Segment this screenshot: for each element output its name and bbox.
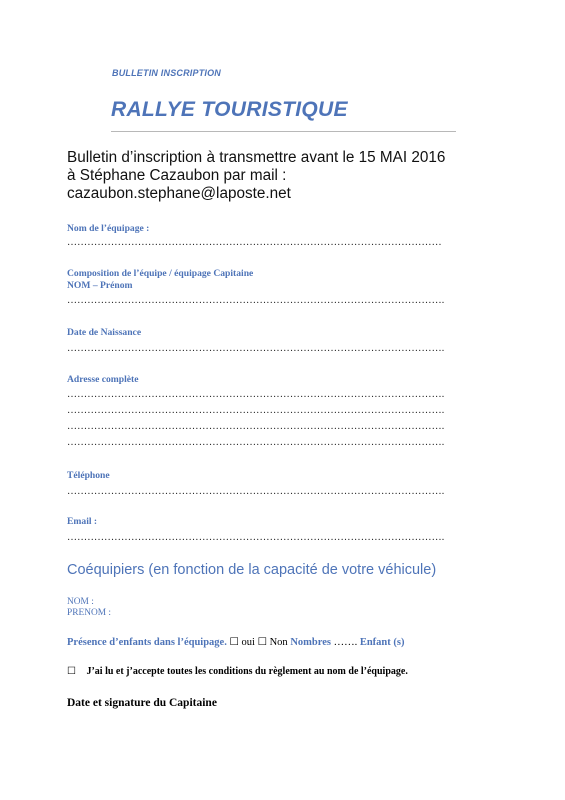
captain-signature-label: Date et signature du Capitaine [67, 697, 217, 709]
document-subtitle: BULLETIN INSCRIPTION [112, 68, 221, 78]
crew-name-field[interactable]: ………………………………………………………………………………………………… [67, 237, 442, 248]
composition-label: Composition de l’équipe / équipage Capitaine [67, 268, 254, 279]
children-presence-row [67, 636, 404, 648]
title-divider [111, 131, 456, 132]
phone-field[interactable]: …………………………………………………………………………………………………. [67, 486, 445, 497]
coequipiers-heading: Coéquipiers (en fonction de la capacité de votre véhicule) [67, 562, 437, 578]
birthdate-label: Date de Naissance [67, 327, 142, 338]
intro-line-2: à Stéphane Cazaubon par mail : [67, 167, 287, 184]
email-label: Email : [67, 516, 98, 527]
name-firstname-label: NOM – Prénom [67, 280, 133, 291]
accept-rules-checkbox[interactable]: ☐ [67, 666, 76, 677]
coequipier-prenom-label: PRENOM : [67, 608, 112, 618]
accept-rules-text: J’ai lu et j’accepte toutes les conditions du règlement au nom de l’équipage. [86, 666, 408, 677]
phone-label: Téléphone [67, 470, 110, 481]
children-non-checkbox[interactable]: ☐ Non [257, 637, 288, 648]
address-label: Adresse complète [67, 374, 139, 385]
coequipier-nom-label: NOM : [67, 597, 94, 607]
children-count-label: Nombres [290, 637, 331, 648]
intro-email-line: cazaubon.stephane@laposte.net [67, 185, 291, 202]
children-unit-label: Enfant (s) [359, 637, 405, 648]
crew-name-label: Nom de l’équipage : [67, 223, 150, 234]
document-title: RALLYE TOURISTIQUE [111, 98, 348, 121]
captain-name-field[interactable]: …………………………………………………………………………………………………. [67, 295, 445, 306]
children-count-field[interactable]: ……. [333, 637, 358, 648]
children-presence-label: Présence d’enfants dans l’équipage. [67, 637, 227, 648]
address-field-line[interactable]: …………………………………………………………………………………………………. [67, 437, 445, 448]
address-field-line[interactable]: …………………………………………………………………………………………………. [67, 405, 445, 416]
intro-line-1: Bulletin d’inscription à transmettre avant le 15 MAI 2016 [67, 149, 446, 166]
address-field-line[interactable]: …………………………………………………………………………………………………. [67, 421, 445, 432]
accept-rules-row [67, 666, 408, 677]
children-oui-checkbox[interactable]: ☐ oui [229, 637, 255, 648]
address-field-line[interactable]: …………………………………………………………………………………………………. [67, 389, 445, 400]
email-field[interactable]: …………………………………………………………………………………………………. [67, 532, 445, 543]
birthdate-field[interactable]: …………………………………………………………………………………………………. [67, 343, 445, 354]
